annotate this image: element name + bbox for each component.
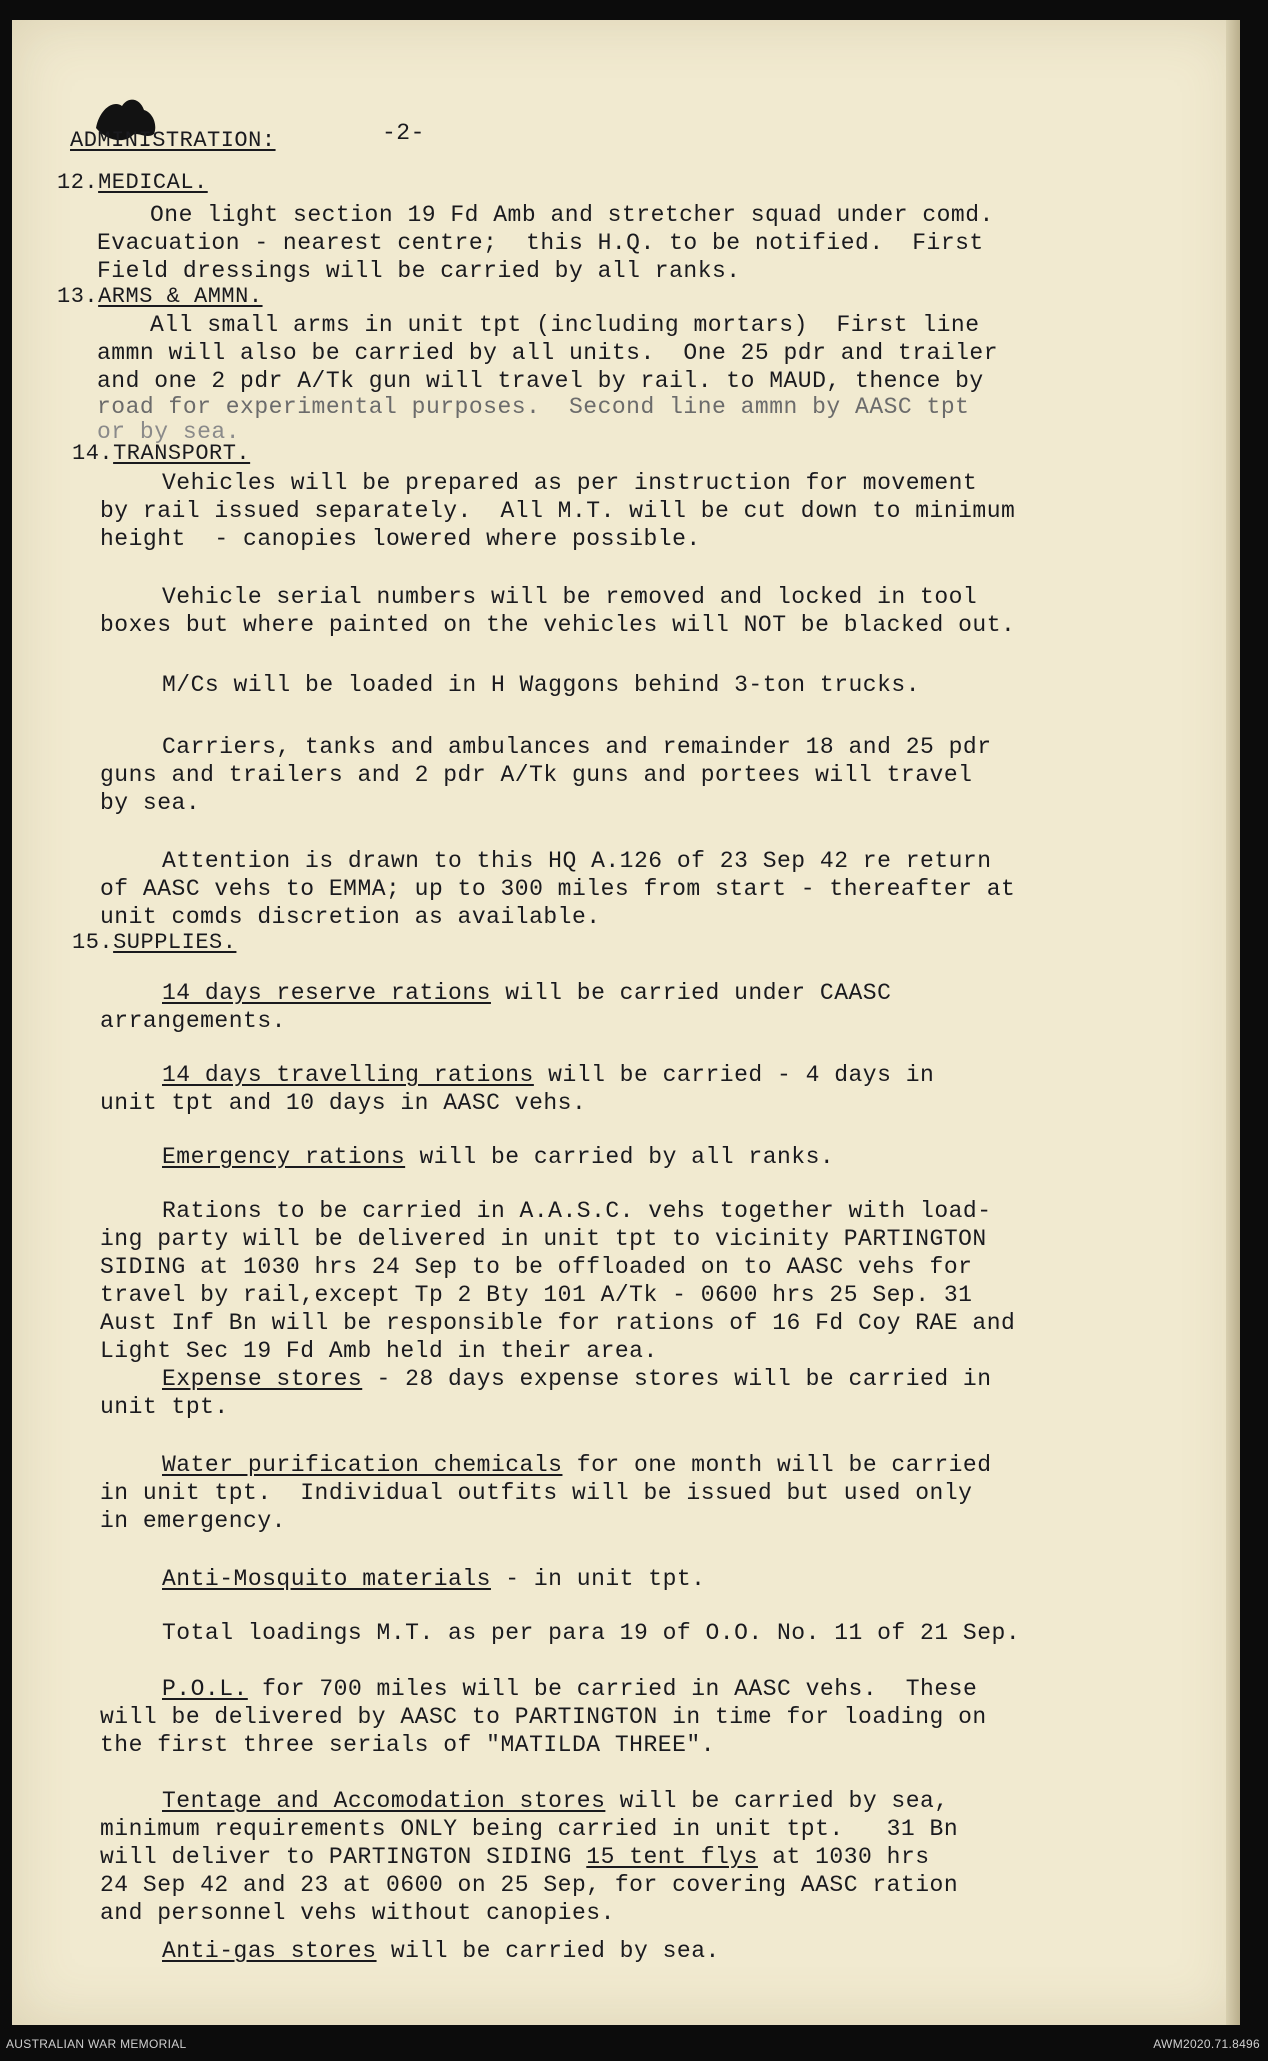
section-number: 14. (72, 441, 114, 466)
anti-mosquito-label: Anti-Mosquito materials (162, 1566, 491, 1592)
page-edge (1226, 20, 1240, 2025)
supplies-expense-line-1 (162, 1364, 992, 1394)
section-heading-supplies (72, 928, 236, 958)
supplies-tentage-line-1 (162, 1786, 949, 1816)
arms-line-5: or by sea. (97, 419, 241, 445)
supplies-expense-line-2: unit tpt. (100, 1394, 229, 1420)
supplies-travelling-line-2: unit tpt and 10 days in AASC vehs. (100, 1090, 587, 1116)
reserve-rations-text: will be carried under CAASC (490, 980, 892, 1006)
arms-line-1: All small arms in unit tpt (including mortars) First line (150, 312, 980, 338)
travelling-rations-text: will be carried - 4 days in (533, 1062, 935, 1088)
footer-institution: AUSTRALIAN WAR MEMORIAL (6, 2037, 187, 2051)
supplies-water-line-2: in unit tpt. Individual outfits will be issued but used only (100, 1480, 973, 1506)
transport-p5-line-1: Attention is drawn to this HQ A.126 of 23 Sep 42 re return (162, 848, 992, 874)
supplies-loading-line-1: Rations to be carried in A.A.S.C. vehs together with load- (162, 1198, 992, 1224)
water-purification-label: Water purification chemicals (162, 1452, 563, 1478)
section-heading-medical (57, 168, 208, 198)
travelling-rations-label: 14 days travelling rations (162, 1062, 534, 1088)
supplies-travelling-line-1 (162, 1060, 934, 1090)
transport-p2-line-2: boxes but where painted on the vehicles will NOT be blacked out. (100, 612, 1016, 638)
emergency-rations-label: Emergency rations (162, 1144, 406, 1170)
supplies-pol-line-3: the first three serials of "MATILDA THREE". (100, 1732, 715, 1758)
section-title: SUPPLIES. (113, 930, 237, 955)
supplies-reserve-line-2: arrangements. (100, 1008, 286, 1034)
transport-p1-line-3: height - canopies lowered where possible. (100, 526, 701, 552)
expense-stores-text: - 28 days expense stores will be carried in (362, 1366, 992, 1392)
section-heading-administration: ADMINISTRATION: (70, 128, 276, 153)
tentage-label: Tentage and Accomodation stores (162, 1788, 606, 1814)
tentage-line3-pre: will deliver to PARTINGTON SIDING (100, 1844, 587, 1870)
water-purification-text: for one month will be carried (562, 1452, 992, 1478)
page-number: -2- (382, 120, 425, 146)
section-heading-arms (57, 282, 263, 312)
pol-text: for 700 miles will be carried in AASC vehs. These (247, 1676, 978, 1702)
transport-p4-line-2: guns and trailers and 2 pdr A/Tk guns and portees will travel (100, 762, 973, 788)
supplies-antigas-line (162, 1936, 720, 1966)
transport-p5-line-2: of AASC vehs to EMMA; up to 300 miles from start - thereafter at (100, 876, 1016, 902)
supplies-tentage-line-5: and personnel vehs without canopies. (100, 1900, 615, 1926)
section-title: TRANSPORT. (113, 441, 251, 466)
emergency-rations-text: will be carried by all ranks. (405, 1144, 835, 1170)
anti-mosquito-text: - in unit tpt. (490, 1566, 706, 1592)
supplies-pol-line-1 (162, 1674, 977, 1704)
section-number: 15. (72, 930, 114, 955)
footer-accession-number: AWM2020.71.8496 (1153, 2037, 1260, 2051)
supplies-water-line-1 (162, 1450, 992, 1480)
supplies-tentage-line-2: minimum requirements ONLY being carried in unit tpt. 31 Bn (100, 1816, 959, 1842)
section-heading-transport (72, 439, 250, 469)
anti-gas-text: will be carried by sea. (376, 1938, 720, 1964)
transport-p1-line-2: by rail issued separately. All M.T. will be cut down to minimum (100, 498, 1016, 524)
supplies-loading-line-5: Aust Inf Bn will be responsible for rations of 16 Fd Coy RAE and (100, 1310, 1016, 1336)
supplies-loading-line-6: Light Sec 19 Fd Amb held in their area. (100, 1338, 658, 1364)
arms-line-3: and one 2 pdr A/Tk gun will travel by rail. to MAUD, thence by (97, 368, 984, 394)
transport-p4-line-3: by sea. (100, 790, 201, 816)
supplies-loading-line-4: travel by rail,except Tp 2 Bty 101 A/Tk - 0600 hrs 25 Sep. 31 (100, 1282, 973, 1308)
tentage-line3-post: at 1030 hrs (757, 1844, 930, 1870)
reserve-rations-label: 14 days reserve rations (162, 980, 491, 1006)
medical-line-1: One light section 19 Fd Amb and stretcher squad under comd. (150, 202, 994, 228)
transport-p3-line-1: M/Cs will be loaded in H Waggons behind 3-ton trucks. (162, 672, 921, 698)
medical-line-2: Evacuation - nearest centre; this H.Q. to be notified. First (97, 230, 984, 256)
supplies-total-loadings: Total loadings M.T. as per para 19 of O.O. No. 11 of 21 Sep. (162, 1620, 1021, 1646)
supplies-reserve-line-1 (162, 978, 891, 1008)
arms-line-4: road for experimental purposes. Second line ammn by AASC tpt (97, 394, 970, 420)
supplies-loading-line-2: ing party will be delivered in unit tpt to vicinity PARTINGTON (100, 1226, 987, 1252)
transport-p4-line-1: Carriers, tanks and ambulances and remainder 18 and 25 pdr (162, 734, 992, 760)
tentage-text: will be carried by sea, (605, 1788, 949, 1814)
section-title: MEDICAL. (98, 170, 208, 195)
transport-p1-line-1: Vehicles will be prepared as per instruction for movement (162, 470, 978, 496)
transport-p2-line-1: Vehicle serial numbers will be removed and locked in tool (162, 584, 978, 610)
supplies-mosquito-line (162, 1564, 706, 1594)
supplies-water-line-3: in emergency. (100, 1508, 286, 1534)
supplies-emergency-line (162, 1142, 834, 1172)
arms-line-2: ammn will also be carried by all units. One 25 pdr and trailer (97, 340, 999, 366)
supplies-tentage-line-3 (100, 1842, 930, 1872)
transport-p5-line-3: unit comds discretion as available. (100, 904, 601, 930)
section-number: 12. (57, 170, 99, 195)
section-title: ARMS & AMMN. (98, 284, 263, 309)
section-number: 13. (57, 284, 99, 309)
supplies-pol-line-2: will be delivered by AASC to PARTINGTON in time for loading on (100, 1704, 987, 1730)
pol-label: P.O.L. (162, 1676, 248, 1702)
tent-flys-label: 15 tent flys (586, 1844, 758, 1870)
document-page (12, 20, 1240, 2025)
expense-stores-label: Expense stores (162, 1366, 363, 1392)
supplies-tentage-line-4: 24 Sep 42 and 23 at 0600 on 25 Sep, for covering AASC ration (100, 1872, 959, 1898)
anti-gas-label: Anti-gas stores (162, 1938, 377, 1964)
medical-line-3: Field dressings will be carried by all ranks. (97, 258, 741, 284)
supplies-loading-line-3: SIDING at 1030 hrs 24 Sep to be offloaded on to AASC vehs for (100, 1254, 973, 1280)
